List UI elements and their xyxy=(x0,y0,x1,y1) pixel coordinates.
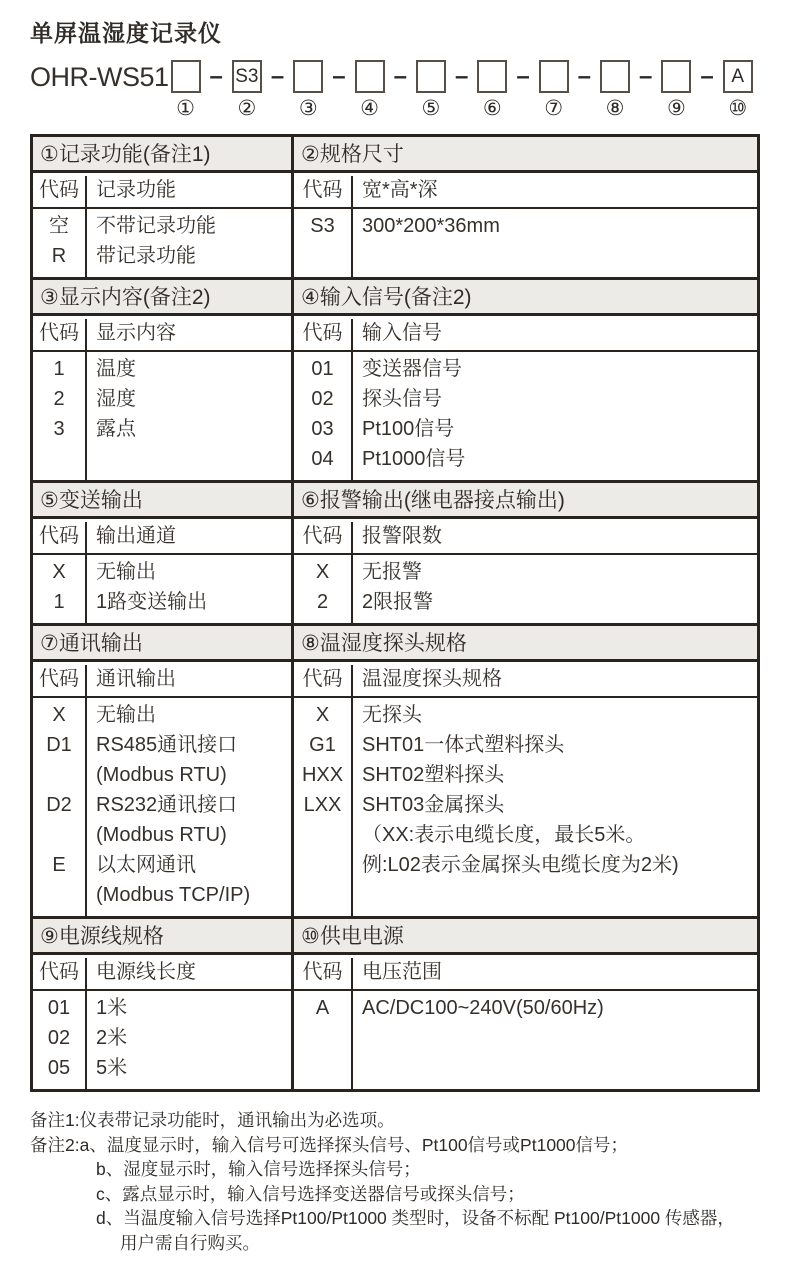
desc-column-header: 宽*高*深 xyxy=(362,179,438,201)
note-line: c、露点显示时，输入信号选择变送器信号或探头信号； xyxy=(96,1183,525,1204)
model-dash: – xyxy=(393,62,407,90)
model-slot-3 xyxy=(293,60,323,120)
code-cell: R xyxy=(51,245,67,267)
code-column-header: 代码 xyxy=(302,961,343,983)
desc-cell: 带记录功能 xyxy=(96,245,196,267)
desc-cell: SHT03金属探头 xyxy=(362,794,505,816)
note-line: 备注1:仪表带记录功能时，通讯输出为必选项。 xyxy=(30,1110,395,1130)
table-row xyxy=(294,993,757,1023)
desc-column-header: 输出通道 xyxy=(96,525,176,547)
model-slot-box xyxy=(171,60,201,93)
code-cell: HXX xyxy=(301,764,344,786)
section-display-content xyxy=(33,280,294,480)
table-row xyxy=(294,730,757,760)
section-input-signal xyxy=(294,280,757,480)
column-header-row xyxy=(33,955,291,991)
code-cell: S3 xyxy=(310,215,335,237)
note-line: b、湿度显示时，输入信号选择探头信号； xyxy=(96,1159,421,1179)
column-header-row xyxy=(294,173,757,209)
code-column-header: 代码 xyxy=(39,525,79,547)
section-header: ③显示内容(备注2) xyxy=(33,280,291,316)
model-dash: – xyxy=(270,62,285,90)
table-row xyxy=(294,587,757,617)
desc-column-header: 电源线长度 xyxy=(96,961,196,983)
table-row xyxy=(294,444,757,474)
table-row xyxy=(294,790,757,820)
desc-cell: 无输出 xyxy=(96,704,156,726)
desc-cell: (Modbus TCP/IP) xyxy=(96,884,251,906)
table-row xyxy=(33,384,291,414)
table-row xyxy=(294,760,757,790)
model-slot-7 xyxy=(539,60,569,120)
code-cell: 1 xyxy=(53,591,65,613)
section-header: ①记录功能(备注1) xyxy=(33,137,291,173)
code-cell xyxy=(294,820,351,850)
section-powercord-and-supply xyxy=(33,916,757,1089)
section-communication-output xyxy=(33,626,294,916)
table-row xyxy=(33,1053,291,1083)
column-header-row xyxy=(33,316,291,352)
desc-cell: 2限报警 xyxy=(362,591,434,613)
desc-cell: (Modbus RTU) xyxy=(96,824,227,846)
code-cell: 2 xyxy=(53,388,65,410)
desc-cell: Pt100信号 xyxy=(362,418,455,440)
table-row xyxy=(33,1023,291,1053)
section-record-and-size xyxy=(33,137,757,277)
section-body xyxy=(294,698,757,916)
table-row xyxy=(294,557,757,587)
model-slot-box xyxy=(355,60,385,93)
code-cell: X xyxy=(52,561,66,583)
model-slot-4 xyxy=(355,60,385,120)
section-header: ⑩供电电源 xyxy=(294,919,757,955)
desc-cell: 湿度 xyxy=(96,388,136,410)
table-row xyxy=(294,700,757,730)
column-header-row xyxy=(33,519,291,555)
model-slot-number: ② xyxy=(237,97,257,120)
desc-cell: SHT01一体式塑料探头 xyxy=(362,734,565,756)
model-slot-8 xyxy=(600,60,630,120)
section-record-function xyxy=(33,137,294,277)
desc-column-header: 温湿度探头规格 xyxy=(362,668,502,690)
section-body xyxy=(294,555,757,623)
desc-column-header: 记录功能 xyxy=(96,179,176,201)
table-row xyxy=(33,790,291,820)
section-power-cord xyxy=(33,919,294,1089)
table-row xyxy=(33,414,291,444)
model-slot-box: A xyxy=(723,60,753,93)
code-cell: X xyxy=(315,704,330,726)
desc-column-header: 显示内容 xyxy=(96,322,176,344)
code-column-header: 代码 xyxy=(39,961,79,983)
code-cell: 02 xyxy=(47,1027,71,1049)
section-comm-and-probe xyxy=(33,623,757,916)
note-line: 用户需自行购买。 xyxy=(120,1232,260,1253)
desc-cell: 无探头 xyxy=(362,704,422,726)
model-dash: – xyxy=(332,62,346,90)
code-cell xyxy=(33,880,85,910)
code-column-header: 代码 xyxy=(39,322,79,344)
column-header-row xyxy=(33,173,291,209)
model-slot-10 xyxy=(723,60,753,120)
model-slot-6 xyxy=(477,60,507,120)
section-header: ②规格尺寸 xyxy=(294,137,757,173)
code-column-header: 代码 xyxy=(302,179,343,201)
code-cell: 空 xyxy=(49,215,69,237)
table-row xyxy=(294,414,757,444)
desc-cell: 5米 xyxy=(96,1057,128,1079)
table-row xyxy=(294,820,757,850)
model-slot-9 xyxy=(661,60,691,120)
section-header: ⑦通讯输出 xyxy=(33,626,291,662)
code-cell xyxy=(294,850,351,880)
page-title: 单屏温湿度记录仪 xyxy=(30,20,222,46)
desc-cell: 无报警 xyxy=(362,561,422,583)
section-body xyxy=(33,555,291,623)
code-cell: X xyxy=(315,561,330,583)
note-line: 备注2:a、温度显示时，输入信号可选择探头信号、Pt100信号或Pt1000信号； xyxy=(30,1134,629,1155)
model-slot-box xyxy=(477,60,507,93)
section-body xyxy=(294,209,757,277)
model-slot-box xyxy=(293,60,323,93)
desc-cell: 探头信号 xyxy=(362,388,442,410)
code-cell: 04 xyxy=(311,448,334,470)
table-row xyxy=(33,211,291,241)
code-cell: E xyxy=(52,854,66,876)
desc-cell: 变送器信号 xyxy=(362,358,462,380)
model-slot-number: ④ xyxy=(360,97,379,120)
section-size xyxy=(294,137,757,277)
model-slot-box xyxy=(539,60,569,93)
model-slot-number: ③ xyxy=(298,97,318,120)
note-line: d、当温度输入信号选择Pt100/Pt1000 类型时，设备不标配 Pt100/Pt1000 传感器， xyxy=(96,1208,735,1228)
code-cell: G1 xyxy=(309,734,336,756)
code-cell: 03 xyxy=(311,418,334,440)
section-transmit-output xyxy=(33,483,294,623)
section-display-and-input xyxy=(33,277,757,480)
footnotes xyxy=(30,1108,760,1255)
ordering-spec-table xyxy=(30,134,760,1092)
table-row xyxy=(33,730,291,760)
section-body xyxy=(294,352,757,480)
section-power-supply xyxy=(294,919,757,1089)
desc-cell: 1路变送输出 xyxy=(96,591,208,613)
table-row xyxy=(294,211,757,241)
table-row xyxy=(33,760,291,790)
desc-cell: 例:L02表示金属探头电缆长度为2米) xyxy=(362,854,679,876)
table-row xyxy=(33,557,291,587)
desc-column-header: 报警限数 xyxy=(362,525,442,547)
table-row xyxy=(33,354,291,384)
table-row xyxy=(33,241,291,271)
column-header-row xyxy=(294,316,757,352)
code-cell: 01 xyxy=(47,997,71,1019)
section-alarm-output xyxy=(294,483,757,623)
model-slot-number: ⑨ xyxy=(666,97,686,120)
desc-column-header: 输入信号 xyxy=(362,322,442,344)
column-header-row xyxy=(294,955,757,991)
desc-cell: （XX:表示电缆长度，最长5米。 xyxy=(362,824,646,846)
code-cell: 01 xyxy=(311,358,334,380)
model-slot-number: ⑩ xyxy=(728,97,748,120)
model-slot-1 xyxy=(171,60,201,120)
model-slot-number: ⑦ xyxy=(544,97,564,120)
table-row xyxy=(33,880,291,910)
desc-cell: 300*200*36mm xyxy=(362,215,500,237)
desc-cell: 不带记录功能 xyxy=(96,215,216,237)
table-row xyxy=(33,700,291,730)
desc-cell: 以太网通讯 xyxy=(96,854,196,876)
column-header-row xyxy=(294,519,757,555)
code-cell xyxy=(33,760,85,790)
table-row xyxy=(294,384,757,414)
section-header: ⑤变送输出 xyxy=(33,483,291,519)
code-cell: D1 xyxy=(46,734,72,756)
desc-cell: 无输出 xyxy=(96,561,156,583)
code-cell: D2 xyxy=(46,794,72,816)
model-slot-number: ⑧ xyxy=(605,97,625,120)
code-column-header: 代码 xyxy=(302,525,343,547)
table-row xyxy=(33,850,291,880)
model-slot-number: ⑤ xyxy=(421,97,441,120)
section-body xyxy=(33,991,291,1089)
model-slot-box xyxy=(416,60,446,93)
column-header-row xyxy=(294,662,757,698)
desc-cell: 2米 xyxy=(96,1027,128,1049)
code-cell: 3 xyxy=(53,418,65,440)
desc-cell: 温度 xyxy=(96,358,136,380)
desc-cell: 1米 xyxy=(96,997,128,1019)
section-header: ⑨电源线规格 xyxy=(33,919,291,955)
column-header-row xyxy=(33,662,291,698)
model-slot-2 xyxy=(232,60,262,120)
code-cell: 05 xyxy=(47,1057,71,1079)
section-body xyxy=(33,209,291,277)
model-dash: – xyxy=(516,62,530,90)
section-header: ④输入信号(备注2) xyxy=(294,280,757,316)
code-cell: 1 xyxy=(53,358,65,380)
desc-cell: AC/DC100~240V(50/60Hz) xyxy=(362,997,604,1019)
model-slot-number: ⑥ xyxy=(482,97,502,120)
model-dash: – xyxy=(209,62,223,90)
model-prefix: OHR-WS51 xyxy=(30,62,169,92)
table-row xyxy=(294,850,757,880)
desc-column-header: 电压范围 xyxy=(362,961,442,983)
model-slot-box xyxy=(661,60,691,93)
section-body xyxy=(294,991,757,1089)
section-header: ⑧温湿度探头规格 xyxy=(294,626,757,662)
model-dash: – xyxy=(639,62,653,90)
section-header: ⑥报警输出(继电器接点输出) xyxy=(294,483,757,519)
code-cell: 2 xyxy=(316,591,329,613)
code-cell: X xyxy=(52,704,66,726)
model-code-line xyxy=(30,60,760,120)
section-transmit-and-alarm xyxy=(33,480,757,623)
model-dash: – xyxy=(577,62,592,90)
model-dash: – xyxy=(700,62,714,90)
code-column-header: 代码 xyxy=(302,322,343,344)
code-cell: LXX xyxy=(303,794,342,816)
section-probe-spec xyxy=(294,626,757,916)
model-slot-number: ① xyxy=(176,97,195,120)
model-dash: – xyxy=(454,62,469,90)
table-row xyxy=(33,820,291,850)
desc-cell: RS232通讯接口 xyxy=(96,794,238,816)
desc-column-header: 通讯输出 xyxy=(96,668,176,690)
code-cell: A xyxy=(315,997,330,1019)
section-body xyxy=(33,698,291,916)
table-row xyxy=(294,354,757,384)
model-slot-5 xyxy=(416,60,446,120)
desc-cell: Pt1000信号 xyxy=(362,448,466,470)
desc-cell: 露点 xyxy=(96,418,136,440)
table-row xyxy=(33,587,291,617)
desc-cell: RS485通讯接口 xyxy=(96,734,238,756)
code-cell xyxy=(33,820,85,850)
desc-cell: (Modbus RTU) xyxy=(96,764,227,786)
code-column-header: 代码 xyxy=(39,668,79,690)
model-slot-box: S3 xyxy=(232,60,262,93)
code-column-header: 代码 xyxy=(302,668,343,690)
desc-cell: SHT02塑料探头 xyxy=(362,764,505,786)
section-body xyxy=(33,352,291,480)
model-slot-box xyxy=(600,60,630,93)
table-row xyxy=(33,993,291,1023)
code-cell: 02 xyxy=(311,388,334,410)
code-column-header: 代码 xyxy=(39,179,79,201)
